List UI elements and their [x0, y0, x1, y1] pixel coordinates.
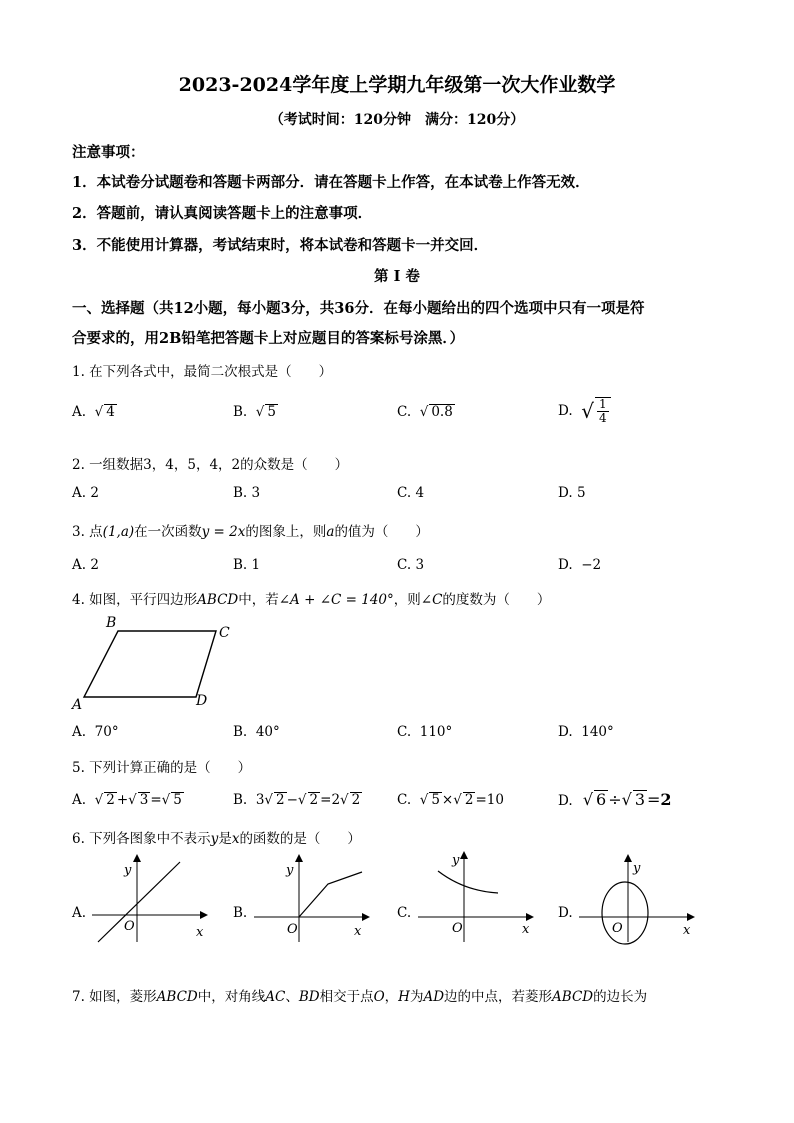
graph-d-ellipse — [575, 850, 700, 945]
question-1-option-d: D. √ $\frac{1}{4}$ — [558, 397, 611, 425]
svg-text:x: x — [354, 924, 362, 939]
part-instructions-line-1: 一、选择题（共12小题，每小题3分，共36分．在每小题给出的四个选项中只有一项是符 — [72, 300, 645, 317]
fraction-denominator: 4 — [598, 411, 607, 426]
angle-sum-expression: ∠A + ∠C = 140° — [278, 592, 394, 608]
question-1-option-b: B. √ 5 — [233, 404, 276, 420]
fraction-numerator: 1 — [598, 397, 607, 411]
question-5-option-a: A. √ 2 +√ 3 =√ 5 — [72, 792, 182, 808]
notes-heading: 注意事项： — [72, 144, 145, 161]
svg-text:y: y — [633, 861, 641, 876]
question-4-stem: 4. 如图，平行四边形ABCD中，若∠A + ∠C = 140°，则∠C的度数为（ ） — [72, 592, 551, 608]
question-1-option-a: A. √ 4 — [72, 404, 115, 420]
vertex-label-c: C — [219, 625, 230, 641]
note-item-1: 1．本试卷分试题卷和答题卡两部分．请在答题卡上作答，在本试卷上作答无效． — [72, 174, 590, 191]
question-6-option-b-label: B. — [233, 905, 248, 921]
question-2-option-a: A. 2 — [72, 485, 99, 501]
vertex-label-a: A — [72, 697, 83, 713]
question-6-option-c-label: C. — [397, 905, 412, 921]
variable: a — [326, 524, 335, 540]
question-2-option-b: B. 3 — [233, 485, 261, 501]
question-3-stem: 3. 点(1,a)在一次函数y = 2x的图象上，则a的值为（ ） — [72, 524, 429, 540]
question-4-option-c: C. 110° — [397, 724, 453, 740]
radicand: 0.8 — [431, 404, 453, 420]
question-2-stem: 2. 一组数据3，4，5，4，2的众数是（ ） — [72, 457, 349, 473]
question-4-option-d: D. 140° — [558, 724, 614, 740]
question-6-stem: 6. 下列各图象中不表示y是x的函数的是（ ） — [72, 831, 361, 847]
question-5-option-d: D. √ 6 ÷√ 3 =2 — [558, 790, 672, 809]
graph-b-broken-line — [250, 850, 375, 945]
svg-text:O: O — [612, 921, 623, 936]
function-expression: y = 2x — [201, 524, 246, 540]
question-2-option-c: C. 4 — [397, 485, 425, 501]
section-title: 第 I 卷 — [374, 268, 420, 285]
question-5-option-c: C. √ 5 ×√ 2 =10 — [397, 792, 504, 808]
question-4-option-b: B. 40° — [233, 724, 280, 740]
part-instructions-line-2: 合要求的，用2B铅笔把答题卡上对应题目的答案标号涂黑．） — [72, 330, 465, 347]
question-7-stem: 7. 如图，菱形ABCD中，对角线AC、BD相交于点O，H为AD边的中点，若菱形ABCD的边长为 — [72, 989, 648, 1005]
svg-text:x: x — [683, 923, 691, 938]
question-4-option-a: A. 70° — [72, 724, 119, 740]
question-1-stem: 1. 在下列各式中，最简二次根式是（ ） — [72, 364, 333, 380]
question-3-option-a: A. 2 — [72, 557, 99, 573]
option-label: C. — [397, 404, 412, 420]
note-item-3: 3．不能使用计算器，考试结束时，将本试卷和答题卡一并交回． — [72, 237, 489, 254]
question-5-option-b: B. 3√ 2 −√ 2 =2√ 2 — [233, 792, 361, 808]
question-3-option-d: D. −2 — [558, 557, 602, 573]
note-item-2: 2．答题前，请认真阅读答题卡上的注意事项． — [72, 205, 373, 222]
svg-text:x: x — [196, 925, 204, 940]
graph-a-line — [88, 850, 213, 945]
question-5-stem: 5. 下列计算正确的是（ ） — [72, 760, 252, 776]
svg-text:O: O — [452, 921, 463, 936]
question-2-option-d: D. 5 — [558, 485, 586, 501]
exam-info: （考试时间：120分钟 满分：120分） — [269, 112, 525, 128]
radicand: 4 — [106, 404, 115, 420]
option-label: A. — [72, 404, 87, 420]
question-1-option-c: C. √ 0.8 — [397, 404, 453, 420]
parallelogram-figure — [68, 613, 248, 713]
svg-text:y: y — [452, 853, 460, 868]
question-6-option-d-label: D. — [558, 905, 573, 921]
vertex-label-d: D — [196, 693, 208, 709]
vertex-label-b: B — [106, 615, 117, 631]
svg-text:y: y — [286, 863, 294, 878]
page-title: 2023-2024学年度上学期九年级第一次大作业数学 — [178, 74, 616, 96]
question-6-option-a-label: A. — [72, 905, 87, 921]
svg-text:O: O — [287, 922, 298, 937]
option-label: D. — [558, 403, 573, 420]
option-label: B. — [233, 404, 248, 420]
question-3-option-b: B. 1 — [233, 557, 261, 573]
radicand: 5 — [267, 404, 276, 420]
graph-c-curve — [414, 845, 539, 945]
point-expression: (1,a) — [102, 524, 135, 540]
svg-text:y: y — [124, 863, 132, 878]
question-3-option-c: C. 3 — [397, 557, 425, 573]
svg-text:O: O — [124, 919, 135, 934]
svg-text:x: x — [522, 922, 530, 937]
